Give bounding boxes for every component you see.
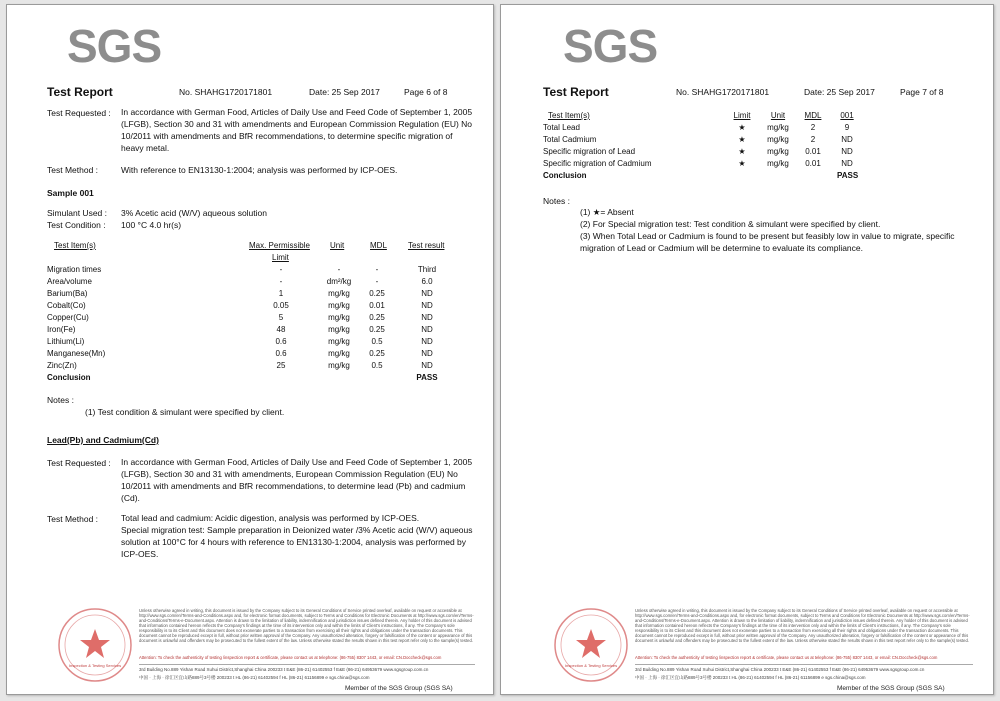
report-date: Date: 25 Sep 2017 bbox=[309, 87, 380, 97]
col-header-max-permissible: Max. Permissible bbox=[249, 241, 310, 250]
report-number: No. SHAHG1720171801 bbox=[676, 87, 770, 97]
footer-address-cn: 中国 · 上海 · 徐汇区宜山路889号3号楼 200233 t HL (86-21) 61402594 f HL (86-21) 61156899 e sgs.china@sgs.com bbox=[635, 675, 866, 680]
cell-result: ND bbox=[421, 289, 433, 298]
notes-label: Notes : bbox=[47, 395, 74, 405]
cell-item: Total Lead bbox=[543, 123, 580, 132]
cell-mdl: - bbox=[375, 265, 379, 274]
cell-result: ND bbox=[421, 337, 433, 346]
cell-item: Lithium(Li) bbox=[47, 337, 85, 346]
cell-result: ND bbox=[421, 325, 433, 334]
cell-result: ND bbox=[841, 147, 853, 156]
conclusion-value: PASS bbox=[416, 373, 438, 382]
report-title: Test Report bbox=[543, 85, 609, 99]
company-seal-icon bbox=[53, 605, 137, 685]
cell-item: Total Cadmium bbox=[543, 135, 597, 144]
notes-label: Notes : bbox=[543, 196, 570, 206]
cell-unit: - bbox=[337, 265, 341, 274]
cell-limit: 1 bbox=[278, 289, 284, 298]
cell-unit: mg/kg bbox=[328, 349, 350, 358]
note-item: (2) For Special migration test: Test condition & simulant were specified by client. bbox=[580, 219, 881, 229]
cell-item: Cobalt(Co) bbox=[47, 301, 86, 310]
cell-unit: mg/kg bbox=[328, 337, 350, 346]
cell-limit: 25 bbox=[276, 361, 286, 370]
test-requested-label-2: Test Requested : bbox=[47, 458, 111, 468]
cell-mdl: 2 bbox=[810, 135, 816, 144]
test-requested-text: In accordance with German Food, Articles of Daily Use and Feed Code of September 1, 2005 (LFGB), Section 30 and 31 with amendments and European Commission Regulation (EU) No 10/2011 with amendments and BfR recommendations, to determine specific migration of heavy metal. bbox=[121, 107, 473, 153]
col-header-test-item: Test Item(s) bbox=[54, 241, 96, 250]
col-header-limit: Limit bbox=[733, 111, 751, 120]
cell-unit: mg/kg bbox=[767, 135, 789, 144]
cell-mdl: 0.01 bbox=[369, 301, 385, 310]
note-item: (1) Test condition & simulant were specified by client. bbox=[85, 407, 285, 417]
col-header-test-item: Test Item(s) bbox=[548, 111, 590, 120]
sgs-logo: SGS bbox=[563, 20, 658, 72]
cell-item: Migration times bbox=[47, 265, 102, 274]
notes-list bbox=[580, 206, 980, 254]
cell-item: Barium(Ba) bbox=[47, 289, 88, 298]
cell-mdl: - bbox=[375, 277, 379, 286]
member-of-sgs-group: Member of the SGS Group (SGS SA) bbox=[345, 685, 453, 692]
cell-mdl: 0.25 bbox=[369, 349, 385, 358]
note-item: migration of Lead or Cadmium will be determine to evaluate its compliance. bbox=[580, 243, 863, 253]
sample-title: Sample 001 bbox=[47, 188, 94, 198]
company-seal-icon bbox=[549, 605, 633, 685]
sgs-logo: SGS bbox=[67, 20, 162, 72]
cell-unit: mg/kg bbox=[328, 301, 350, 310]
test-requested-text-2: In accordance with German Food, Articles of Daily Use and Feed Code of September 1, 2005 (LFGB), Section 30 and 31 with amendments, European Commission Regulation (EU) No 10/2011 with amendments and BfR recommendations, to determine lead (Pb) and cadmium (Cd). bbox=[121, 457, 473, 503]
cell-limit: ★ bbox=[738, 135, 746, 144]
cell-limit: 0.05 bbox=[273, 301, 289, 310]
cell-result: ND bbox=[841, 135, 853, 144]
col-header-mdl: MDL bbox=[804, 111, 822, 120]
cell-mdl: 0.01 bbox=[805, 159, 821, 168]
cell-item: Specific migration of Cadmium bbox=[543, 159, 652, 168]
cell-mdl: 0.01 bbox=[805, 147, 821, 156]
cell-result: ND bbox=[421, 301, 433, 310]
footer-attention: Attention: To check the authenticity of testing /inspection report & certificate, please contact us at telephone: (86-755) 8307 1443, or email: CN.Doccheck@sgs.com bbox=[635, 655, 938, 660]
conclusion-label: Conclusion bbox=[47, 373, 91, 382]
svg-text:Inspection & Testing Services: Inspection & Testing Services bbox=[564, 663, 618, 668]
svg-text:Inspection & Testing Services: Inspection & Testing Services bbox=[68, 663, 122, 668]
cell-mdl: 0.5 bbox=[371, 337, 383, 346]
cell-limit: - bbox=[279, 277, 283, 286]
simulant-label: Simulant Used : bbox=[47, 208, 107, 218]
footer-attention: Attention: To check the authenticity of testing /inspection report & certificate, please contact us at telephone: (86-755) 8307 1443, or email: CN.Doccheck@sgs.com bbox=[139, 655, 442, 660]
test-requested-label: Test Requested : bbox=[47, 108, 111, 118]
col-header-unit: Unit bbox=[330, 241, 345, 250]
cell-limit: - bbox=[279, 265, 283, 274]
cell-unit: mg/kg bbox=[328, 313, 350, 322]
cell-item: Iron(Fe) bbox=[47, 325, 76, 334]
cell-unit: mg/kg bbox=[328, 361, 350, 370]
cell-mdl: 0.5 bbox=[371, 361, 383, 370]
footer-address-en: 3rd Building No.889 Yishan Road Xuhui District,Shanghai China 200233 t E&E (86-21) 61402553 f E&E (86-21) 64953679 www.sgsgroup.com.cn bbox=[635, 667, 925, 672]
footer-address-en: 3rd Building No.889 Yishan Road Xuhui District,Shanghai China 200233 t E&E (86-21) 61402553 f E&E (86-21) 64953679 www.sgsgroup.com.cn bbox=[139, 667, 429, 672]
section-title-lead-cadmium: Lead(Pb) and Cadmium(Cd) bbox=[47, 435, 159, 445]
test-method-text-2: Total lead and cadmium: Acidic digestion, analysis was performed by ICP-OES. Special migration test: Sample preparation in Deionized water /3% Acetic acid (W/V) aqueous solution at 100°C for 4 hours with reference to EN13130-1:2004, analysis was performed by ICP-OES. bbox=[121, 513, 473, 559]
cell-result: ND bbox=[421, 313, 433, 322]
cell-mdl: 0.25 bbox=[369, 313, 385, 322]
cell-result: 9 bbox=[844, 123, 850, 132]
col-header-mdl: MDL bbox=[370, 241, 387, 250]
conclusion-label: Conclusion bbox=[543, 171, 587, 180]
cell-result: ND bbox=[421, 361, 433, 370]
page-number: Page 6 of 8 bbox=[404, 87, 448, 97]
page-number: Page 7 of 8 bbox=[900, 87, 944, 97]
test-method-text: With reference to EN13130-1:2004; analysis was performed by ICP-OES. bbox=[121, 165, 398, 175]
cell-unit: mg/kg bbox=[328, 325, 350, 334]
footer-address-cn: 中国 · 上海 · 徐汇区宜山路889号3号楼 200233 t HL (86-21) 61402594 f HL (86-21) 61156899 e sgs.china@sgs.com bbox=[139, 675, 370, 680]
member-of-sgs-group: Member of the SGS Group (SGS SA) bbox=[837, 685, 945, 692]
report-number: No. SHAHG1720171801 bbox=[179, 87, 273, 97]
cell-limit: ★ bbox=[738, 147, 746, 156]
cell-result: ND bbox=[421, 349, 433, 358]
note-item: (1) ★= Absent bbox=[580, 207, 634, 217]
note-item: (3) When Total Lead or Cadmium is found to be present but feasibly low in value to migrate, specific bbox=[580, 231, 955, 241]
report-title: Test Report bbox=[47, 85, 113, 99]
cell-mdl: 0.25 bbox=[369, 289, 385, 298]
report-date: Date: 25 Sep 2017 bbox=[804, 87, 875, 97]
cell-unit: mg/kg bbox=[328, 289, 350, 298]
test-method-label: Test Method : bbox=[47, 165, 99, 175]
cell-item: Copper(Cu) bbox=[47, 313, 89, 322]
report-page-6 bbox=[6, 4, 494, 695]
conclusion-value: PASS bbox=[837, 171, 859, 180]
cell-limit: ★ bbox=[738, 123, 746, 132]
cell-limit: 0.6 bbox=[275, 349, 287, 358]
cell-limit: 48 bbox=[276, 325, 286, 334]
test-condition-label: Test Condition : bbox=[47, 220, 106, 230]
cell-limit: ★ bbox=[738, 159, 746, 168]
cell-item: Specific migration of Lead bbox=[543, 147, 636, 156]
cell-item: Zinc(Zn) bbox=[47, 361, 77, 370]
cell-result: ND bbox=[841, 159, 853, 168]
footer-fine-print: Unless otherwise agreed in writing, this document is issued by the Company subject to its General Conditions of Service printed overleaf, available on request or accessible at http://www.sgs.com/en/Terms-and-Conditions.aspx and, for electronic format documents, subject to Terms and Conditions for Electronic Documents at http://www.sgs.com/en/Terms-and-Conditions/Terms-e-Document.aspx. Attention is drawn to the limitation of liability, indemnification and jurisdiction issues defined therein. Any holder of this document is advised that information contained hereon reflects the Company's findings at the time of its intervention only and within the limits of Client's instructions, if any. The Company's sole responsibility is to its Client and this document does not exonerate parties to a transaction from exercising all their rights and obligations under the transaction documents. This document cannot be reproduced except in full, without prior written approval of the Company. Any unauthorized alteration, forgery or falsification of the content or appearance of this document is unlawful and offenders may be prosecuted to the fullest extent of the law. Unless otherwise stated the results shown in this test report refer only to the sample(s) tested. bbox=[139, 608, 474, 643]
cell-unit: mg/kg bbox=[767, 123, 789, 132]
report-page-7 bbox=[500, 4, 994, 695]
cell-unit: mg/kg bbox=[767, 147, 789, 156]
cell-unit: dm²/kg bbox=[326, 277, 352, 286]
footer-fine-print: Unless otherwise agreed in writing, this document is issued by the Company subject to its General Conditions of Service printed overleaf, available on request or accessible at http://www.sgs.com/en/Terms-and-Conditions.aspx and, for electronic format documents, subject to Terms and Conditions for Electronic Documents at http://www.sgs.com/en/Terms-and-Conditions/Terms-e-Document.aspx. Attention is drawn to the limitation of liability, indemnification and jurisdiction issues defined therein. Any holder of this document is advised that information contained hereon reflects the Company's findings at the time of its intervention only and within the limits of Client's instructions, if any. The Company's sole responsibility is to its Client and this document does not exonerate parties to a transaction from exercising all their rights and obligations under the transaction documents. This document cannot be reproduced except in full, without prior written approval of the Company. Any unauthorized alteration, forgery or falsification of the content or appearance of this document is unlawful and offenders may be prosecuted to the fullest extent of the law. Unless otherwise stated the results shown in this test report refer only to the sample(s) tested. bbox=[635, 608, 970, 643]
test-condition-value: 100 °C 4.0 hr(s) bbox=[121, 220, 182, 230]
cell-result: Third bbox=[417, 265, 437, 274]
cell-result: 6.0 bbox=[421, 277, 433, 286]
cell-mdl: 0.25 bbox=[369, 325, 385, 334]
col-header-sample: 001 bbox=[840, 111, 854, 120]
cell-limit: 5 bbox=[278, 313, 284, 322]
cell-limit: 0.6 bbox=[275, 337, 287, 346]
test-method-label-2: Test Method : bbox=[47, 514, 99, 524]
col-header-test-result: Test result bbox=[408, 241, 445, 250]
col-header-unit: Unit bbox=[770, 111, 786, 120]
cell-item: Manganese(Mn) bbox=[47, 349, 106, 358]
cell-unit: mg/kg bbox=[767, 159, 789, 168]
simulant-value: 3% Acetic acid (W/V) aqueous solution bbox=[121, 208, 267, 218]
cell-item: Area/volume bbox=[47, 277, 92, 286]
col-header-limit: Limit bbox=[272, 253, 289, 262]
cell-mdl: 2 bbox=[810, 123, 816, 132]
